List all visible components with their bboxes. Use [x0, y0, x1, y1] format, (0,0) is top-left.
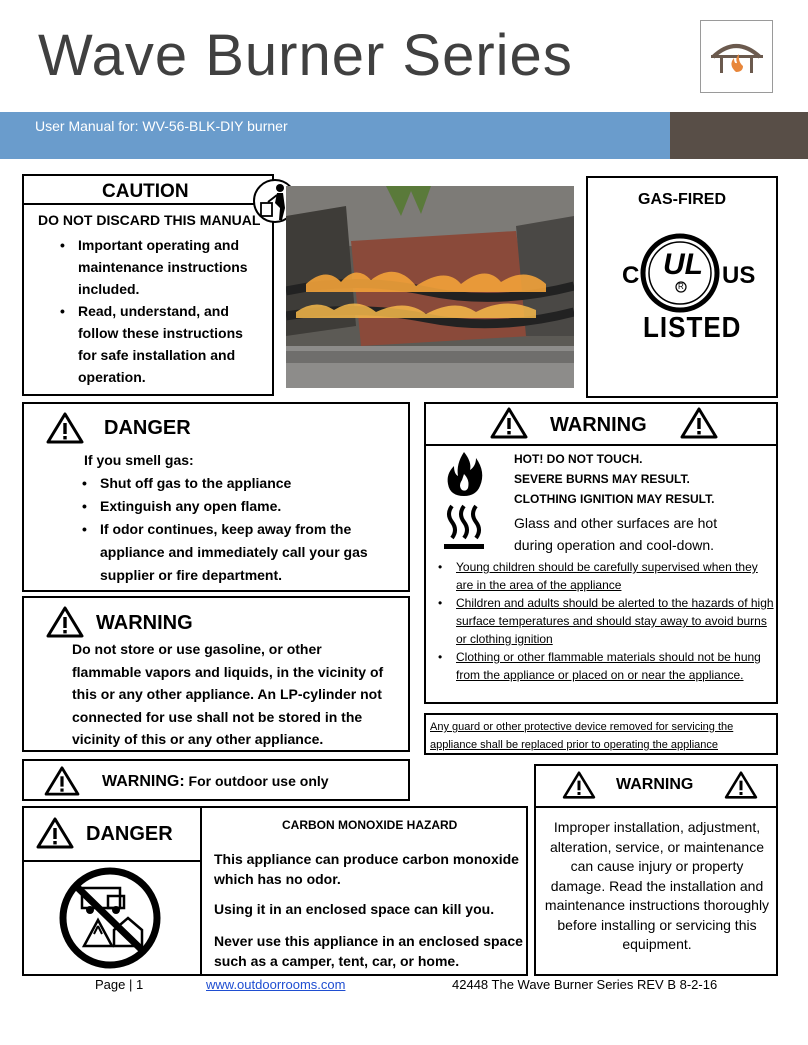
guard-note-box	[424, 713, 778, 755]
warning-install-box	[534, 764, 778, 976]
burner-flame-photo	[286, 186, 574, 388]
ul-listed-mark	[618, 232, 758, 342]
warning-triangle-icon	[36, 817, 74, 849]
co-paragraph-3: Never use this appliance in an enclosed space such as a camper, tent, car, or home.	[214, 933, 523, 969]
warning-triangle-icon	[46, 606, 84, 638]
header-band-accent	[670, 112, 808, 159]
caution-box	[22, 174, 274, 396]
list-item: • Young children should be carefully supervised when they are in the area of the appliance	[438, 558, 774, 594]
list-item: • Children and adults should be alerted to the hazards of high surface temperatures and should stay away to avoid burns or clothing ignition	[438, 594, 774, 648]
danger-gas-list	[82, 472, 382, 587]
danger-heading: DANGER	[104, 417, 191, 439]
warning-triangle-icon	[490, 407, 528, 439]
warning-install-heading: WARNING	[616, 776, 694, 793]
ul-mark-center: UL	[663, 248, 703, 281]
warning-triangle-icon	[680, 407, 718, 439]
ul-registered-mark: R	[678, 282, 684, 291]
gas-fired-label: GAS-FIRED	[638, 191, 726, 208]
warning-outdoor-value: For outdoor use only	[188, 773, 329, 789]
list-item: • Extinguish any open flame.	[82, 495, 382, 518]
warning-hot-heading: WARNING	[550, 414, 647, 436]
warning-outdoor-text	[102, 773, 329, 791]
danger-co-heading: DANGER	[86, 823, 173, 845]
document-reference: 42448 The Wave Burner Series REV B 8-2-16	[452, 977, 718, 992]
caution-list	[60, 234, 260, 388]
website-link[interactable]: www.outdoorrooms.com	[206, 977, 346, 992]
danger-gas-box	[22, 402, 410, 592]
list-item: • Clothing or other flammable materials should not be hung from the appliance or placed on or near the appliance.	[438, 648, 774, 684]
hot-body: Glass and other surfaces are hot during operation and cool-down.	[514, 515, 718, 553]
ul-mark-us: US	[722, 262, 756, 289]
danger-gas-intro: If you smell gas:	[84, 452, 194, 468]
ul-listed-label: LISTED	[643, 310, 742, 344]
warning-gasoline-body: Do not store or use gasoline, or other flammable vapors and liquids, in the vicinity of this or any other appliance. An LP-cylinder not connected for use shall not be stored in the vicinity of this or any other appliance.	[72, 641, 384, 747]
fireplace-logo-icon	[700, 20, 773, 93]
warning-gasoline-heading: WARNING	[96, 612, 193, 634]
warning-install-body: Improper installation, adjustment, alteration, service, or maintenance can cause injury or property damage. Read the installation and maintenance instructions thoroughly before installing or servicing this equipment.	[544, 819, 770, 952]
manual-subtitle: User Manual for: WV-56-BLK-DIY burner	[35, 118, 288, 134]
ul-mark-c: C	[622, 262, 640, 289]
hot-line-2: SEVERE BURNS MAY RESULT.	[514, 472, 690, 486]
co-hazard-title: CARBON MONOXIDE HAZARD	[282, 818, 458, 832]
warning-triangle-icon	[46, 412, 84, 444]
warning-gasoline-box	[22, 596, 410, 752]
list-item: • Important operating and maintenance instructions included.	[60, 234, 260, 300]
list-item: • Shut off gas to the appliance	[82, 472, 382, 495]
co-paragraph-2: Using it in an enclosed space can kill you.	[214, 901, 495, 917]
guard-note: Any guard or other protective device removed for servicing the appliance shall be replaced prior to operating the appliance	[430, 721, 734, 751]
caution-heading: CAUTION	[102, 181, 189, 202]
list-item: • If odor continues, keep away from the appliance and immediately call your gas supplier or fire department.	[82, 518, 382, 587]
warning-outdoor-box	[22, 759, 410, 801]
page-title: Wave Burner Series	[38, 23, 573, 88]
warning-hot-box	[424, 402, 778, 704]
certification-box	[586, 176, 778, 398]
hot-line-3: CLOTHING IGNITION MAY RESULT.	[514, 492, 715, 506]
no-enclosed-space-icon	[58, 866, 162, 970]
danger-co-box	[22, 806, 528, 976]
hot-list	[438, 558, 774, 684]
warning-triangle-icon	[44, 766, 80, 796]
co-paragraph-1: This appliance can produce carbon monoxide which has no odor.	[214, 851, 519, 887]
page-number: Page | 1	[95, 977, 144, 992]
warning-triangle-icon	[562, 771, 596, 799]
hot-surface-icon	[440, 448, 488, 556]
caution-subheading: DO NOT DISCARD THIS MANUAL	[38, 212, 261, 228]
warning-triangle-icon	[724, 771, 758, 799]
list-item: • Read, understand, and follow these instructions for safe installation and operation.	[60, 300, 260, 388]
hot-line-1: HOT! DO NOT TOUCH.	[514, 452, 643, 466]
warning-outdoor-label: WARNING:	[102, 773, 185, 790]
